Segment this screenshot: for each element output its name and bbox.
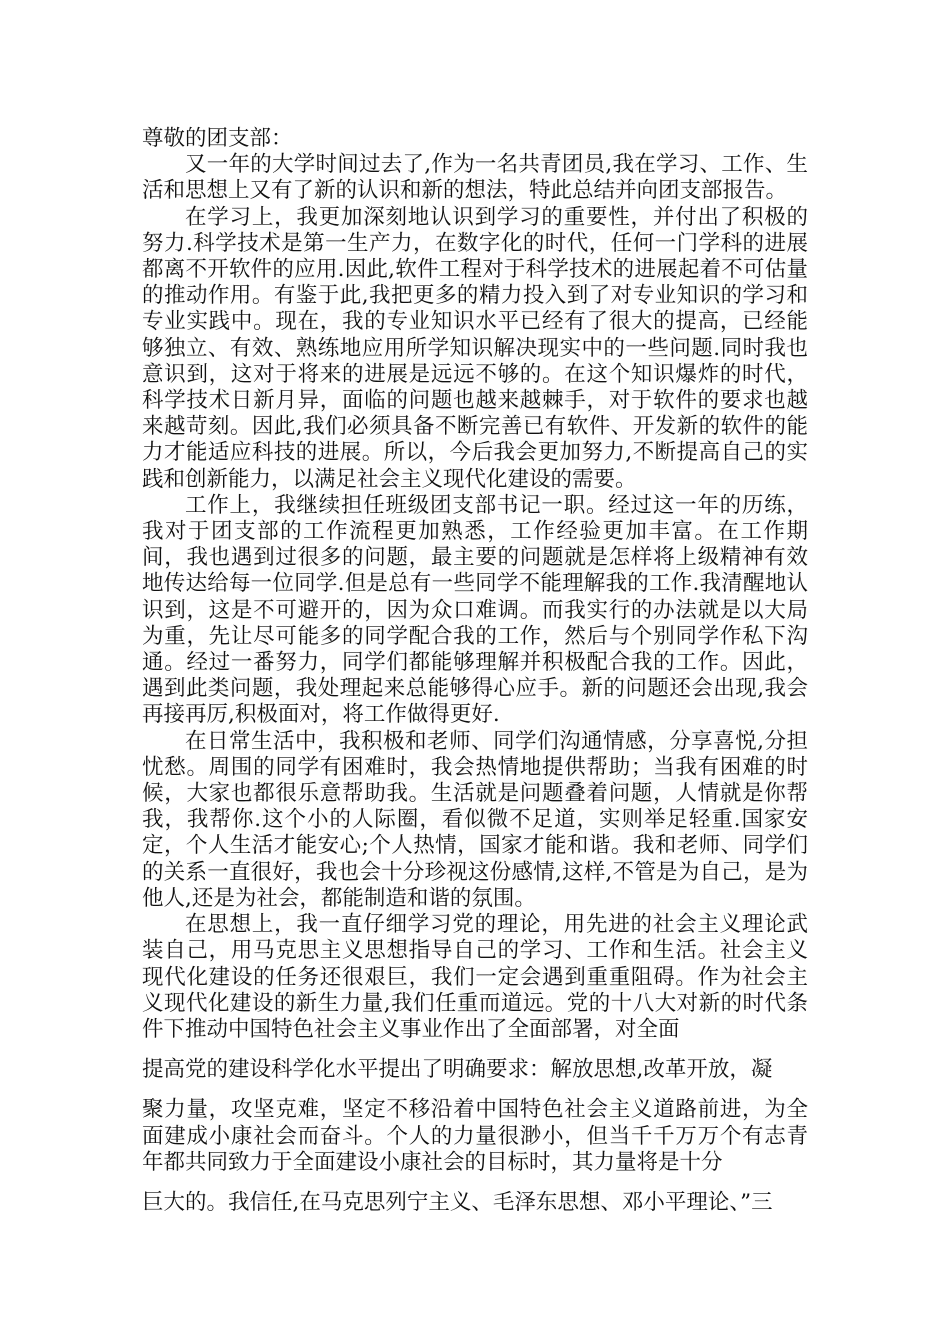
paragraph-study: 在学习上，我更加深刻地认识到学习的重要性，并付出了积极的努力.科学技术是第一生产力，在数字化的时代，任何一门学科的进展都离不开软件的应用.因此,软件工程对于科学技术的进展起着不可估量的推动作用。有鉴于此,我把更多的精力投入到了对专业知识的学习和专业实践中。现在，我的专业知识水平已经有了很大的提高，已经能够独立、有效、熟练地应用所学知识解决现实中的一些问题.同时我也意识到，这对于将来的进展是远远不够的。在这个知识爆炸的时代，科学技术日新月异，面临的问题也越来越棘手，对于软件的要求也越来越苛刻。因此,我们必须具备不断完善已有软件、开发新的软件的能力才能适应科技的进展。所以，今后我会更加努力,不断提高自己的实践和创新能力，以满足社会主义现代化建设的需要。 — [142, 204, 808, 492]
paragraph-thought-continued-1: 提高党的建设科学化水平提出了明确要求：解放思想,改革开放，凝 — [142, 1057, 773, 1083]
salutation: 尊敬的团支部： — [142, 126, 293, 151]
document-page — [142, 126, 808, 1216]
paragraph-life: 在日常生活中，我积极和老师、同学们沟通情感，分享喜悦,分担忧愁。周围的同学有困难时，我会热情地提供帮助；当我有困难的时候，大家也都很乐意帮助我。生活就是问题叠着问题，人情就是你帮我，我帮你.这个小的人际圈，看似微不足道，实则举足轻重.国家安定，个人生活才能安心;个人热情，国家才能和谐。我和老师、同学们的关系一直很好，我也会十分珍视这份感情,这样,不管是为自己，是为他人,还是为社会，都能制造和谐的氛围。 — [142, 728, 808, 911]
paragraph-intro: 又一年的大学时间过去了,作为一名共青团员,我在学习、工作、生活和思想上又有了新的认识和新的想法，特此总结并向团支部报告。 — [142, 152, 808, 204]
paragraph-thought-continued-3: 巨大的。我信任,在马克思列宁主义、毛泽东思想、邓小平理论、”三 — [142, 1189, 773, 1215]
paragraph-thought-continued-2: 聚力量，攻坚克难，坚定不移沿着中国特色社会主义道路前进，为全面建成小康社会而奋斗。个人的力量很渺小，但当千千万万个有志青年都共同致力于全面建设小康社会的目标时，其力量将是十分 — [142, 1097, 808, 1175]
paragraph-work: 工作上，我继续担任班级团支部书记一职。经过这一年的历练，我对于团支部的工作流程更加熟悉，工作经验更加丰富。在工作期间，我也遇到过很多的问题，最主要的问题就是怎样将上级精神有效地传达给每一位同学.但是总有一些同学不能理解我的工作.我清醒地认识到，这是不可避开的，因为众口难调。而我实行的办法就是以大局为重，先让尽可能多的同学配合我的工作，然后与个别同学作私下沟通。经过一番努力，同学们都能够理解并积极配合我的工作。因此，遇到此类问题，我处理起来总能够得心应手。新的问题还会出现,我会再接再厉,积极面对，将工作做得更好. — [142, 492, 808, 728]
paragraph-thought: 在思想上，我一直仔细学习党的理论，用先进的社会主义理论武装自己，用马克思主义思想指导自己的学习、工作和生活。社会主义现代化建设的任务还很艰巨，我们一定会遇到重重阻碍。作为社会主义现代化建设的新生力量,我们任重而道远。党的十八大对新的时代条件下推动中国特色社会主义事业作出了全面部署，对全面 — [142, 912, 808, 1042]
